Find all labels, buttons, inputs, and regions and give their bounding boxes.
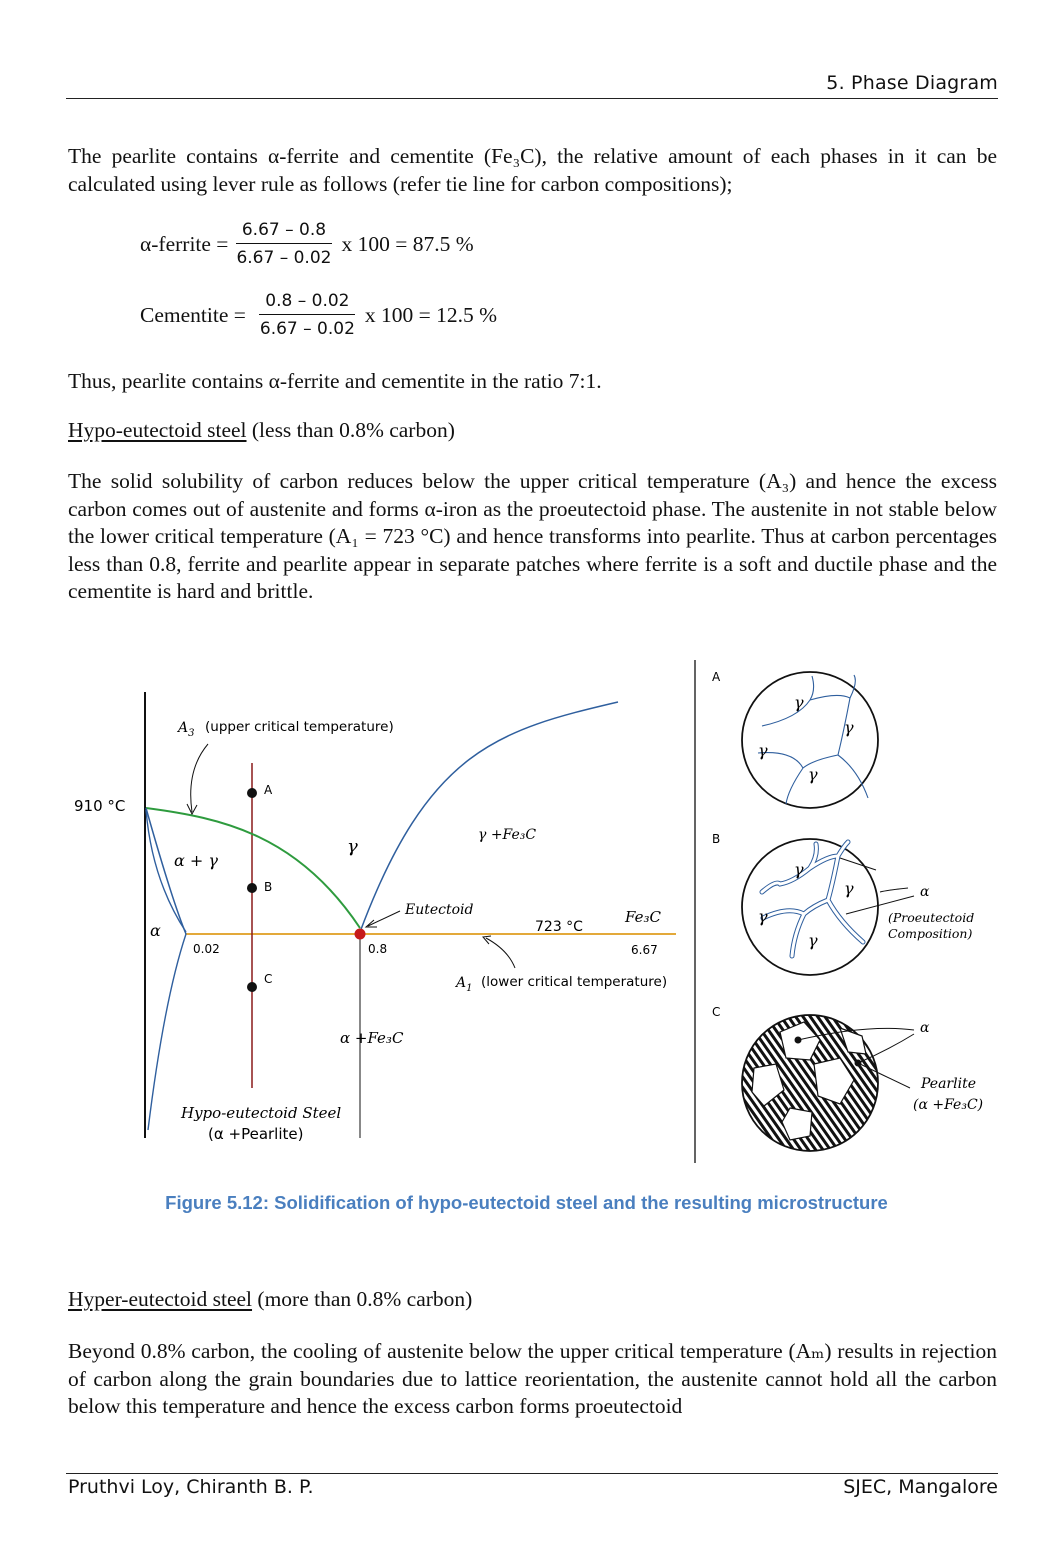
composition-002-label: 0.02 — [193, 942, 220, 956]
micro-c-alpha: α — [920, 1020, 930, 1036]
ferrite-label: α-ferrite = — [140, 231, 229, 256]
footer-institution: SJEC, Mangalore — [843, 1476, 998, 1498]
alpha-region: α — [150, 921, 161, 940]
micro-a-gamma-1: γ — [794, 693, 804, 712]
hyper-heading-subtitle: (more than 0.8% carbon) — [252, 1287, 473, 1311]
micro-b-alpha: α — [920, 884, 930, 900]
point-a-label: A — [264, 783, 273, 797]
cementite-fraction — [254, 291, 361, 339]
gamma-region: γ — [347, 836, 358, 857]
hyper-paragraph: Beyond 0.8% carbon, the cooling of austenite below the upper critical temperature (Aₘ) results in rejection of carbon along the grain boundaries due to lattice reorientation, the austenite cannot hold all the carbon below this temperature and hence the excess carbon forms proeutectoid — [68, 1339, 997, 1418]
hypo-paragraph: The solid solubility of carbon reduces below the upper critical temperature (A₃) and hence the excess carbon comes out of austenite and forms α-iron as the proeutectoid phase. The austenite in not stable below the lower critical temperature (A₁ = 723 °C) and hence transforms into pearlite. Thus at carbon percentages less than 0.8, ferrite and pearlite appear in separate patches where ferrite is a soft and ductile phase and the cementite is hard and brittle. — [68, 469, 997, 603]
phase-diagram-svg — [68, 660, 998, 1180]
cementite-label: Cementite = — [140, 302, 246, 327]
micro-b-gamma-1: γ — [794, 860, 804, 879]
hypo-heading-title: Hypo-eutectoid steel — [68, 418, 247, 442]
micro-b-gamma-4: γ — [808, 931, 818, 950]
a3-label: (upper critical temperature) — [205, 719, 394, 735]
ferrite-equation — [140, 220, 474, 268]
ratio-paragraph: Thus, pearlite contains α-ferrite and cementite in the ratio 7:1. — [68, 369, 602, 393]
cementite-numerator: 0.8 – 0.02 — [259, 291, 355, 315]
composition-08-label: 0.8 — [368, 942, 388, 956]
pearlite-sublabel: (α +Fe₃C) — [913, 1097, 984, 1113]
a3-pointer — [191, 744, 208, 812]
eutectoid-pointer — [368, 911, 400, 926]
running-header: 5. Phase Diagram — [826, 72, 998, 94]
hyper-heading-title: Hyper-eutectoid steel — [68, 1287, 253, 1311]
point-b-marker — [247, 883, 257, 893]
alpha-boundary-curve — [146, 808, 186, 934]
cementite-result: x 100 = 12.5 % — [364, 302, 498, 327]
eutectoid-pointer-head — [366, 920, 377, 927]
micro-b-gamma-3: γ — [758, 907, 768, 926]
temp-723-label: 723 °C — [535, 919, 583, 935]
micro-b-label: B — [712, 832, 721, 846]
hyper-heading — [68, 1287, 472, 1312]
composition-667-label: 6.67 — [631, 943, 658, 957]
point-c-label: C — [264, 972, 273, 986]
hypo-heading — [68, 418, 455, 443]
micro-a-label: A — [712, 670, 721, 684]
acm-curve — [360, 702, 618, 932]
solvus-curve — [148, 934, 186, 1130]
eutectoid-point — [355, 929, 366, 940]
header-rule — [66, 98, 998, 99]
pearlite-label: Pearlite — [921, 1076, 976, 1092]
a1-pointer — [486, 938, 515, 968]
a1-symbol: $A_1$ — [456, 975, 473, 994]
a3-symbol: $A_3$ — [178, 720, 195, 739]
ferrite-denominator: 6.67 – 0.02 — [236, 248, 332, 268]
footer-rule — [66, 1473, 998, 1474]
cementite-equation — [140, 291, 497, 339]
temp-910-label: 910 °C — [74, 797, 126, 815]
proeutectoid-label-1: (Proeutectoid — [888, 910, 975, 925]
ferrite-fraction — [230, 220, 337, 268]
hypo-steel-sublabel: (α +Pearlite) — [208, 1125, 304, 1143]
micro-a-gamma-3: γ — [758, 741, 768, 760]
figure-caption: Figure 5.12: Solidification of hypo-eutectoid steel and the resulting microstructure — [165, 1192, 888, 1213]
cementite-denominator: 6.67 – 0.02 — [259, 319, 355, 339]
phase-diagram-figure — [68, 660, 998, 1180]
alpha-fe3c-region: α +Fe₃C — [340, 1029, 404, 1047]
hypo-heading-subtitle: (less than 0.8% carbon) — [246, 418, 455, 442]
micro-b-gamma-2: γ — [844, 879, 854, 898]
micro-c-label: C — [712, 1005, 721, 1019]
point-c-marker — [247, 982, 257, 992]
eutectoid-label: Eutectoid — [405, 902, 474, 918]
intro-paragraph: The pearlite contains α-ferrite and cementite (Fe₃C), the relative amount of each phases in it can be calculated using lever rule as follows (refer tie line for carbon compositions); — [68, 144, 997, 196]
alpha-gamma-region: α + γ — [174, 851, 218, 870]
hypo-steel-label: Hypo-eutectoid Steel — [181, 1104, 342, 1122]
point-a-marker — [247, 788, 257, 798]
proeutectoid-label-2: Composition) — [888, 926, 973, 941]
fe3c-label: Fe₃C — [625, 908, 661, 926]
micro-a-gamma-4: γ — [808, 765, 818, 784]
footer-authors: Pruthvi Loy, Chiranth B. P. — [68, 1476, 314, 1498]
micro-a-gamma-2: γ — [844, 718, 854, 737]
a1-label: (lower critical temperature) — [481, 974, 668, 990]
ferrite-result: x 100 = 87.5 % — [341, 231, 474, 256]
point-b-label: B — [264, 880, 273, 894]
ferrite-numerator: 6.67 – 0.8 — [236, 220, 332, 244]
micro-a-circle — [742, 672, 878, 808]
gamma-fe3c-region: γ +Fe₃C — [478, 827, 537, 843]
